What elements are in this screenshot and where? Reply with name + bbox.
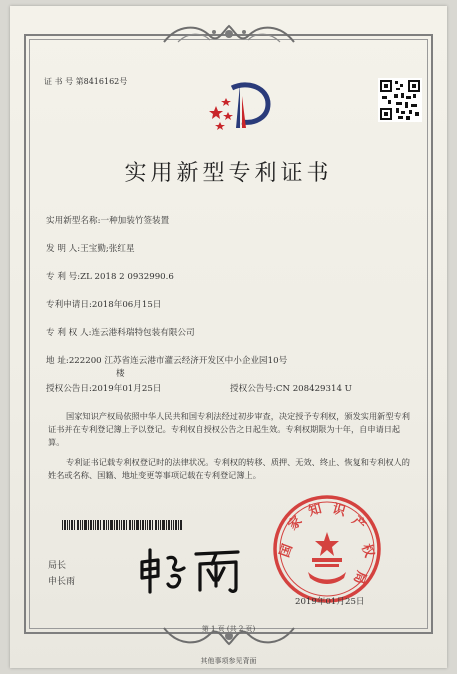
grant-statement-paragraph: 国家知识产权局依照中华人民共和国专利法经过初步审查，决定授予专利权，颁发实用新型专利证书并在专利登记簿上予以登记。专利权自授权公告之日起生效。专利权期限为十年，自申请日起算。 bbox=[48, 411, 410, 447]
patent-number-row bbox=[46, 270, 174, 282]
patentee-value: 连云港科瑞特包装有限公司 bbox=[91, 328, 195, 338]
certificate-title: 实用新型专利证书 bbox=[124, 161, 333, 186]
address-value-line-2: 楼 bbox=[116, 369, 125, 379]
certificate-number: 证 书 号 第8416162号 bbox=[44, 77, 128, 86]
svg-text:识: 识 bbox=[330, 501, 348, 520]
filing-date-row bbox=[46, 298, 161, 310]
address-value-line-1: 222200 江苏省连云港市灌云经济开发区中小企业园10号 bbox=[68, 356, 288, 366]
patent-number-value: ZL 2018 2 0932990.6 bbox=[80, 272, 174, 282]
inventor-value: 王宝勤;张红星 bbox=[80, 244, 135, 254]
patentee-row bbox=[46, 326, 195, 338]
svg-text:家: 家 bbox=[285, 513, 306, 534]
page-number: 第 1 页 (共 2 页) bbox=[201, 625, 256, 633]
grant-number-value: CN 208429314 U bbox=[275, 384, 352, 394]
official-seal-icon bbox=[270, 492, 384, 606]
director-name-label: 申长雨 bbox=[48, 577, 76, 587]
utility-model-name-label: 实用新型名称: bbox=[46, 216, 101, 226]
grant-number-label: 授权公告号: bbox=[230, 384, 276, 394]
director-title-label: 局长 bbox=[48, 561, 67, 571]
barcode-icon bbox=[62, 520, 182, 530]
svg-text:国: 国 bbox=[277, 542, 296, 560]
svg-text:产: 产 bbox=[348, 513, 369, 534]
legal-status-paragraph: 专利证书记载专利权登记时的法律状况。专利权的转移、质押、无效、终止、恢复和专利权人的姓名或名称、国籍、地址变更等事项记载在专利登记簿上。 bbox=[48, 457, 410, 480]
grant-date-value: 2019年01月25日 bbox=[91, 384, 162, 394]
qr-code-icon bbox=[378, 78, 422, 122]
footer-note: 其他事项参见背面 bbox=[200, 657, 257, 665]
address-label: 地 址: bbox=[46, 356, 69, 366]
filing-date-label: 专利申请日: bbox=[46, 300, 92, 310]
cnipa-logo-icon bbox=[202, 78, 274, 134]
grant-number-row bbox=[230, 382, 352, 394]
utility-model-name-row bbox=[46, 214, 169, 226]
inventor-row bbox=[46, 242, 135, 254]
address-continuation bbox=[116, 367, 125, 379]
filing-date-value: 2018年06月15日 bbox=[91, 300, 162, 310]
inventor-label: 发 明 人: bbox=[46, 244, 81, 254]
certificate-page bbox=[10, 6, 447, 668]
grant-date-label: 授权公告日: bbox=[46, 384, 92, 394]
svg-text:知: 知 bbox=[306, 501, 324, 520]
address-row bbox=[46, 354, 287, 366]
patent-number-label: 专 利 号: bbox=[46, 272, 81, 282]
grant-date-row bbox=[46, 382, 161, 394]
top-ornament-icon bbox=[158, 20, 300, 50]
seal-date: 2019年01月25日 bbox=[295, 597, 365, 607]
svg-text:局: 局 bbox=[350, 568, 369, 586]
patentee-label: 专 利 权 人: bbox=[46, 328, 92, 338]
utility-model-name-value: 一种加装竹签装置 bbox=[100, 216, 170, 226]
handwritten-signature bbox=[138, 544, 246, 596]
svg-text:权: 权 bbox=[358, 542, 377, 560]
